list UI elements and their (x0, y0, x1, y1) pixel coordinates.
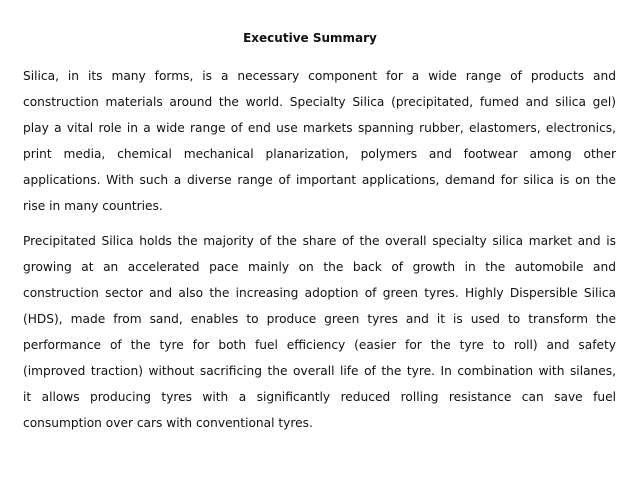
text-line: growing at an accelerated pace mainly on the back of growth in the automobile and (23, 260, 616, 274)
paragraph-precipitated-silica (23, 228, 616, 436)
text-line: play a vital role in a wide range of end use markets spanning rubber, elastomers, electronics, (23, 121, 616, 135)
text-line: it allows producing tyres with a significantly reduced rolling resistance can save fuel (23, 390, 616, 404)
text-line: construction sector and also the increasing adoption of green tyres. Highly Dispersible Silica (23, 286, 616, 300)
text-line: applications. With such a diverse range of important applications, demand for silica is on the (23, 173, 616, 187)
text-line: (improved traction) without sacrificing the overall life of the tyre. In combination with silanes, (23, 364, 616, 378)
text-line: Precipitated Silica holds the majority of the share of the overall specialty silica market and is (23, 234, 616, 248)
text-line: Silica, in its many forms, is a necessary component for a wide range of products and (23, 69, 616, 83)
text-line: consumption over cars with conventional tyres. (23, 416, 313, 430)
text-line: construction materials around the world. Specialty Silica (precipitated, fumed and silica gel) (23, 95, 616, 109)
text-line: rise in many countries. (23, 199, 163, 213)
text-line: print media, chemical mechanical planarization, polymers and footwear among other (23, 147, 616, 161)
text-line: performance of the tyre for both fuel efficiency (easier for the tyre to roll) and safety (23, 338, 616, 352)
document-title: Executive Summary (243, 31, 377, 45)
paragraph-silica-overview (23, 63, 616, 219)
text-line: (HDS), made from sand, enables to produce green tyres and it is used to transform the (23, 312, 616, 326)
